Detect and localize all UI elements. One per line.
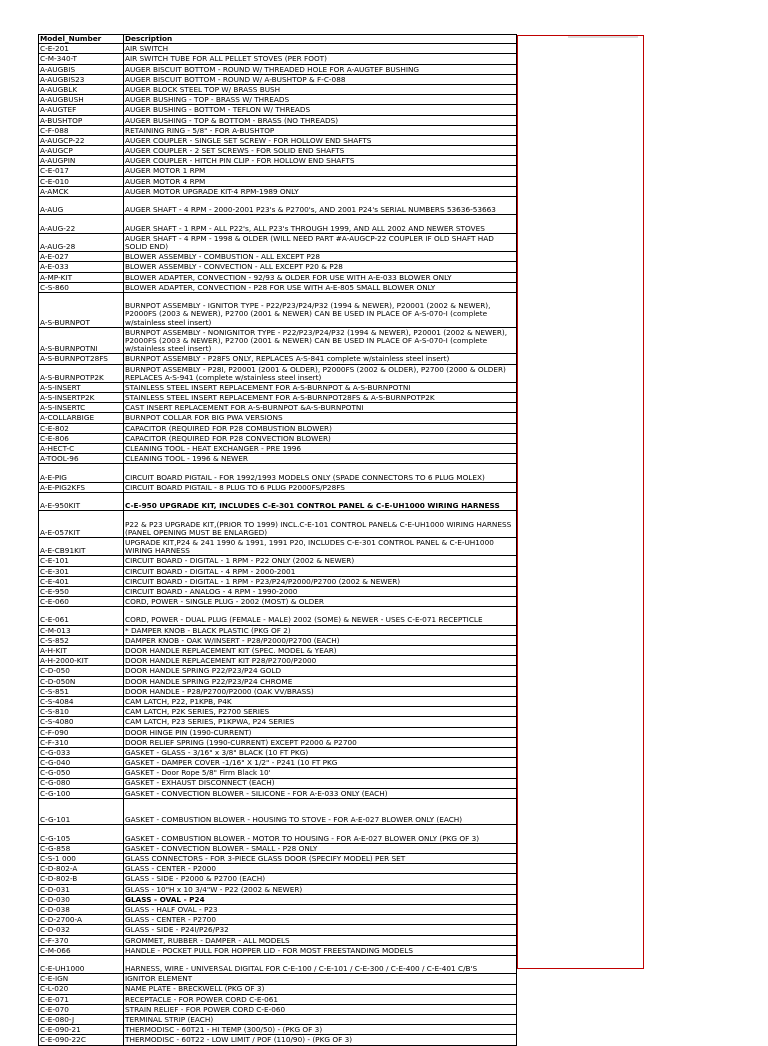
table-row (39, 656, 517, 666)
table-row (39, 135, 517, 145)
table-row (39, 1015, 517, 1025)
cell-model-number[interactable]: C-D-032 (39, 925, 124, 935)
cell-model-number[interactable]: A-S-BURNPOT28FS (39, 354, 124, 364)
cell-description[interactable]: P22 & P23 UPGRADE KIT,(PRIOR TO 1999) INCL.C-E-101 CONTROL PANEL& C-E-UH1000 WIRING HARNESS (PANEL OPENING MUST BE ENLARGED) (124, 511, 517, 538)
cell-description[interactable]: AUGER SHAFT - 4 RPM - 1998 & OLDER (WILL NEED PART #A-AUGCP-22 COUPLER IF OLD SHAFT HAD SOLID END) (124, 233, 517, 251)
header-description[interactable]: Description (124, 35, 517, 44)
table-row (39, 364, 517, 382)
cell-model-number[interactable]: C-E-070 (39, 1004, 124, 1014)
cell-description[interactable]: CAPACITOR (REQUIRED FOR P28 COMBUSTION BLOWER) (124, 423, 517, 433)
table-row (39, 413, 517, 423)
table-row (39, 676, 517, 686)
cell-description[interactable]: CORD, POWER - SINGLE PLUG - 2002 (MOST) & OLDER (124, 597, 517, 607)
cell-description[interactable]: AUGER SHAFT - 4 RPM - 2000-2001 P23's & P2700's, AND 2001 P24's SERIAL NUMBERS 53636-53663 (124, 197, 517, 215)
table-row (39, 737, 517, 747)
cell-description[interactable]: CAM LATCH, P22, P1KPB, P4K (124, 697, 517, 707)
table-row (39, 105, 517, 115)
table-row (39, 186, 517, 196)
cell-model-number[interactable]: A-E-950KIT (39, 492, 124, 510)
cell-description[interactable]: AUGER MOTOR 4 RPM (124, 176, 517, 186)
cell-description[interactable]: GASKET - COMBUSTION BLOWER - MOTOR TO HOUSING - FOR A-E-027 BLOWER ONLY (PKG OF 3) (124, 825, 517, 843)
table-row (39, 252, 517, 262)
table-row (39, 444, 517, 454)
cell-description[interactable]: STAINLESS STEEL INSERT REPLACEMENT FOR A-S-BURNPOT & A-S-BURNPOTNI (124, 382, 517, 392)
table-row (39, 666, 517, 676)
table-row (39, 54, 517, 64)
cell-description[interactable]: AUGER BUSHING - BOTTOM - TEFLON W/ THREADS (124, 105, 517, 115)
table-row (39, 482, 517, 492)
cell-model-number[interactable]: A-AUG-28 (39, 233, 124, 251)
cell-model-number[interactable]: C-M-066 (39, 945, 124, 955)
cell-description[interactable]: AUGER BLOCK STEEL TOP W/ BRASS BUSH (124, 84, 517, 94)
cell-description[interactable]: GASKET - Door Rope 5/8" Firm Black 10' (124, 768, 517, 778)
table-row (39, 843, 517, 853)
table-row (39, 566, 517, 576)
cell-model-number[interactable]: C-E-060 (39, 597, 124, 607)
table-row (39, 176, 517, 186)
table-row (39, 576, 517, 586)
cell-model-number[interactable]: A-TOOL-96 (39, 454, 124, 464)
cell-model-number[interactable]: A-AUGBLK (39, 84, 124, 94)
table-row (39, 556, 517, 566)
table-row (39, 758, 517, 768)
cell-description[interactable]: THERMODISC - 60T21 - HI TEMP (300/50) - (PKG OF 3) (124, 1025, 517, 1035)
cell-model-number[interactable]: A-S-BURNPOTP2K (39, 364, 124, 382)
cell-description[interactable]: AUGER BISCUIT BOTTOM - ROUND W/ A-BUSHTOP & F-C-088 (124, 74, 517, 84)
cell-model-number[interactable]: C-E-061 (39, 607, 124, 625)
cell-model-number[interactable]: A-HECT-C (39, 444, 124, 454)
table-row (39, 635, 517, 645)
cell-description[interactable]: GASKET - GLASS - 3/16" x 3/8" BLACK (10 FT PKG) (124, 747, 517, 757)
cell-model-number[interactable]: C-D-030 (39, 894, 124, 904)
cell-description[interactable]: RECEPTACLE - FOR POWER CORD C-E-061 (124, 994, 517, 1004)
cell-description[interactable]: STRAIN RELIEF - FOR POWER CORD C-E-060 (124, 1004, 517, 1014)
table-row (39, 197, 517, 215)
table-row (39, 768, 517, 778)
cell-model-number[interactable]: C-E-071 (39, 994, 124, 1004)
cell-model-number[interactable]: A-AUGBIS23 (39, 74, 124, 84)
cell-description[interactable]: CAM LATCH, P23 SERIES, P1KPWA, P24 SERIES (124, 717, 517, 727)
table-row (39, 84, 517, 94)
cell-description[interactable]: DOOR RELIEF SPRING (1990-CURRENT) EXCEPT P2000 & P2700 (124, 737, 517, 747)
table-row (39, 146, 517, 156)
table-row (39, 854, 517, 864)
table-row (39, 994, 517, 1004)
cell-description[interactable]: DOOR HANDLE - P28/P2700/P2000 (OAK VV/BRASS) (124, 686, 517, 696)
table-row (39, 974, 517, 984)
cell-description[interactable]: DOOR HINGE PIN (1990-CURRENT) (124, 727, 517, 737)
cell-description[interactable]: GLASS - CENTER - P2700 (124, 915, 517, 925)
cell-description[interactable]: AUGER COUPLER - SINGLE SET SCREW - FOR HOLLOW END SHAFTS (124, 135, 517, 145)
table-row (39, 354, 517, 364)
cell-description[interactable]: RETAINING RING - 5/8" - FOR A-BUSHTOP (124, 125, 517, 135)
cell-model-number[interactable]: A-AUGCP (39, 146, 124, 156)
cell-model-number[interactable]: C-S-810 (39, 707, 124, 717)
table-row (39, 95, 517, 105)
cell-model-number[interactable]: C-G-050 (39, 768, 124, 778)
cell-model-number[interactable]: C-G-858 (39, 843, 124, 853)
table-row (39, 778, 517, 788)
cell-model-number[interactable]: C-E-201 (39, 44, 124, 54)
cell-model-number[interactable]: C-D-802-B (39, 874, 124, 884)
cell-model-number[interactable]: C-E-UH1000 (39, 955, 124, 973)
side-panel-box (517, 35, 644, 969)
table-row (39, 44, 517, 54)
cell-description[interactable]: GASKET - CONVECTION BLOWER - SMALL - P28 ONLY (124, 843, 517, 853)
cell-description[interactable]: CIRCUIT BOARD PIGTAIL - FOR 1992/1993 MODELS ONLY (SPADE CONNECTORS TO 6 PLUG MOLEX) (124, 464, 517, 482)
cell-model-number[interactable]: C-F-310 (39, 737, 124, 747)
cell-description[interactable]: GLASS - SIDE - P24I/P26/P32 (124, 925, 517, 935)
cell-description[interactable]: GASKET - DAMPER COVER -1/16" X 1/2" - P241 (10 FT PKG (124, 758, 517, 768)
table-row (39, 607, 517, 625)
table-row (39, 403, 517, 413)
cell-description[interactable]: BLOWER ASSEMBLY - CONVECTION - ALL EXCEPT P20 & P28 (124, 262, 517, 272)
cell-model-number[interactable]: C-L-020 (39, 984, 124, 994)
table-row (39, 125, 517, 135)
cell-description[interactable]: AUGER COUPLER - 2 SET SCREWS - FOR SOLID END SHAFTS (124, 146, 517, 156)
table-row (39, 74, 517, 84)
cell-model-number[interactable]: C-D-802-A (39, 864, 124, 874)
cell-description[interactable]: GASKET - COMBUSTION BLOWER - HOUSING TO STOVE - FOR A-E-027 BLOWER ONLY (EACH) (124, 798, 517, 825)
cell-description[interactable]: GLASS - SIDE - P2000 & P2700 (EACH) (124, 874, 517, 884)
cell-description[interactable]: AIR SWITCH TUBE FOR ALL PELLET STOVES (PER FOOT) (124, 54, 517, 64)
cell-model-number[interactable]: A-AUGTEF (39, 105, 124, 115)
cell-model-number[interactable]: A-H-KIT (39, 646, 124, 656)
table-body (39, 44, 517, 1045)
table-row (39, 327, 517, 354)
cell-description[interactable]: IGNITOR ELEMENT (124, 974, 517, 984)
cell-model-number[interactable]: C-E-301 (39, 566, 124, 576)
table-row (39, 272, 517, 282)
cell-description[interactable]: GLASS CONNECTORS - FOR 3-PIECE GLASS DOOR (SPECIFY MODEL) PER SET (124, 854, 517, 864)
cell-description[interactable]: BLOWER ADAPTER, CONVECTION - 92/93 & OLDER FOR USE WITH A-E-033 BLOWER ONLY (124, 272, 517, 282)
table-row (39, 717, 517, 727)
cell-description[interactable]: CAST INSERT REPLACEMENT FOR A-S-BURNPOT &A-S-BURNPOTNI (124, 403, 517, 413)
cell-model-number[interactable]: A-MP-KIT (39, 272, 124, 282)
cell-description[interactable]: CLEANING TOOL - HEAT EXCHANGER - PRE 1996 (124, 444, 517, 454)
header-row (39, 35, 517, 44)
cell-model-number[interactable]: A-S-INSERTC (39, 403, 124, 413)
table-row (39, 955, 517, 973)
cell-description[interactable]: AUGER COUPLER - HITCH PIN CLIP - FOR HOLLOW END SHAFTS (124, 156, 517, 166)
cell-description[interactable]: AIR SWITCH (124, 44, 517, 54)
table-row (39, 707, 517, 717)
table-row (39, 433, 517, 443)
cell-model-number[interactable]: A-E-PIG (39, 464, 124, 482)
cell-description[interactable]: DOOR HANDLE REPLACEMENT KIT P28/P2700/P2000 (124, 656, 517, 666)
cell-model-number[interactable]: C-G-101 (39, 798, 124, 825)
cell-description[interactable]: DOOR HANDLE SPRING P22/P23/P24 GOLD (124, 666, 517, 676)
table-row (39, 393, 517, 403)
cell-description[interactable]: AUGER MOTOR UPGRADE KIT-4 RPM-1989 ONLY (124, 186, 517, 196)
cell-description[interactable]: AUGER MOTOR 1 RPM (124, 166, 517, 176)
cell-model-number[interactable]: A-S-INSERTP2K (39, 393, 124, 403)
cell-model-number[interactable]: A-AUG-22 (39, 215, 124, 233)
table-row (39, 825, 517, 843)
cell-description[interactable]: AUGER BUSHING - TOP & BOTTOM - BRASS (NO THREADS) (124, 115, 517, 125)
cell-model-number[interactable]: C-S-851 (39, 686, 124, 696)
table-row (39, 646, 517, 656)
cell-model-number[interactable]: C-G-040 (39, 758, 124, 768)
cell-description[interactable]: GLASS - OVAL - P24 (124, 894, 517, 904)
cell-model-number[interactable]: A-S-INSERT (39, 382, 124, 392)
cell-model-number[interactable]: C-F-090 (39, 727, 124, 737)
cell-description[interactable]: GLASS - HALF OVAL - P23 (124, 904, 517, 914)
table-row (39, 925, 517, 935)
cell-model-number[interactable]: A-AUGBIS (39, 64, 124, 74)
cell-model-number[interactable]: A-AUGCP-22 (39, 135, 124, 145)
cell-description[interactable]: GLASS - CENTER - P2000 (124, 864, 517, 874)
table-row (39, 874, 517, 884)
cell-model-number[interactable]: A-E-PIG2KFS (39, 482, 124, 492)
table-row (39, 904, 517, 914)
table-row (39, 686, 517, 696)
table-row (39, 454, 517, 464)
cell-model-number[interactable]: A-S-BURNPOT (39, 292, 124, 327)
cell-description[interactable]: UPGRADE KIT,P24 & 241 1990 & 1991, 1991 P20, INCLUDES C-E-301 CONTROL PANEL & C-E-UH1000 WIRING HARNESS (124, 537, 517, 555)
table-row (39, 798, 517, 825)
cell-description[interactable]: GASKET - EXHAUST DISCONNECT (EACH) (124, 778, 517, 788)
cell-model-number[interactable]: A-AUGPIN (39, 156, 124, 166)
table-row (39, 166, 517, 176)
table-row (39, 945, 517, 955)
cell-model-number[interactable]: C-G-100 (39, 788, 124, 798)
cell-description[interactable]: CLEANING TOOL - 1996 & NEWER (124, 454, 517, 464)
cell-description[interactable]: GROMMET, RUBBER - DAMPER - ALL MODELS (124, 935, 517, 945)
cell-model-number[interactable]: C-F-370 (39, 935, 124, 945)
table-row (39, 727, 517, 737)
cell-model-number[interactable]: A-COLLARBIGE (39, 413, 124, 423)
cell-description[interactable]: CIRCUIT BOARD - DIGITAL - 4 RPM - 2000-2001 (124, 566, 517, 576)
table-row (39, 215, 517, 233)
cell-model-number[interactable]: C-S-4084 (39, 697, 124, 707)
table-row (39, 864, 517, 874)
cell-model-number[interactable]: A-S-BURNPOTNI (39, 327, 124, 354)
cell-model-number[interactable]: C-G-033 (39, 747, 124, 757)
table-row (39, 464, 517, 482)
cell-description[interactable]: CIRCUIT BOARD - DIGITAL - 1 RPM - P23/P24/P2000/P2700 (2002 & NEWER) (124, 576, 517, 586)
cell-model-number[interactable]: C-M-013 (39, 625, 124, 635)
cell-description[interactable]: DOOR HANDLE SPRING P22/P23/P24 CHROME (124, 676, 517, 686)
clipped-header-text (568, 36, 638, 38)
cell-description[interactable]: BURNPOT ASSEMBLY - P28I, P20001 (2001 & OLDER), P2000FS (2002 & OLDER), P2700 (2000 & OLDER) REPLACES A-S-941 (complete w/stainless steel insert) (124, 364, 517, 382)
cell-description[interactable]: AUGER SHAFT - 1 RPM - ALL P22's, ALL P23's THROUGH 1999, AND ALL 2002 AND NEWER STOVES (124, 215, 517, 233)
cell-model-number[interactable]: C-D-2700-A (39, 915, 124, 925)
cell-description[interactable]: C-E-950 UPGRADE KIT, INCLUDES C-E-301 CONTROL PANEL & C-E-UH1000 WIRING HARNESS (124, 492, 517, 510)
cell-model-number[interactable]: C-E-950 (39, 586, 124, 596)
table-row (39, 233, 517, 251)
cell-model-number[interactable]: C-S-1 000 (39, 854, 124, 864)
cell-model-number[interactable]: A-E-CB91KIT (39, 537, 124, 555)
table-row (39, 586, 517, 596)
cell-description[interactable]: HARNESS, WIRE - UNIVERSAL DIGITAL FOR C-E-100 / C-E-101 / C-E-300 / C-E-400 / C-E-401 C/B'S (124, 955, 517, 973)
cell-description[interactable]: TERMINAL STRIP (EACH) (124, 1015, 517, 1025)
cell-description[interactable]: AUGER BUSHING - TOP - BRASS W/ THREADS (124, 95, 517, 105)
cell-description[interactable]: DAMPER KNOB - OAK W/INSERT - P28/P2000/P2700 (EACH) (124, 635, 517, 645)
cell-model-number[interactable]: C-E-401 (39, 576, 124, 586)
table-row (39, 935, 517, 945)
cell-description[interactable]: BLOWER ADAPTER, CONVECTION - P28 FOR USE WITH A-E-805 SMALL BLOWER ONLY (124, 282, 517, 292)
cell-model-number[interactable]: C-D-031 (39, 884, 124, 894)
cell-model-number[interactable]: A-AMCK (39, 186, 124, 196)
cell-description[interactable]: HANDLE - POCKET PULL FOR HOPPER LID - FOR MOST FREESTANDING MODELS (124, 945, 517, 955)
cell-description[interactable]: STAINLESS STEEL INSERT REPLACEMENT FOR A-S-BURNPOT28FS & A-S-BURNPOTP2K (124, 393, 517, 403)
cell-description[interactable]: GASKET - CONVECTION BLOWER - SILICONE - FOR A-E-033 ONLY (EACH) (124, 788, 517, 798)
cell-description[interactable]: CAPACITOR (REQUIRED FOR P28 CONVECTION BLOWER) (124, 433, 517, 443)
cell-model-number[interactable]: C-D-050 (39, 666, 124, 676)
cell-model-number[interactable]: A-AUG (39, 197, 124, 215)
header-model-number[interactable]: Model_Number (39, 35, 124, 44)
cell-model-number[interactable]: C-M-340-T (39, 54, 124, 64)
table-row (39, 382, 517, 392)
cell-model-number[interactable]: C-E-080-J (39, 1015, 124, 1025)
cell-description[interactable]: THERMODISC - 60T22 - LOW LIMIT / POF (110/90) - (PKG OF 3) (124, 1035, 517, 1045)
cell-model-number[interactable]: A-E-057KIT (39, 511, 124, 538)
table-row (39, 156, 517, 166)
cell-description[interactable]: BURNPOT ASSEMBLY - NONIGNITOR TYPE - P22/P23/P24/P32 (1994 & NEWER), P20001 (2002 & NEWER), P2000FS (2003 & NEWER), P2700 (2001 & NEWER) CAN BE USED IN PLACE OF A-S-070-I (complete w/stainless steel insert) (124, 327, 517, 354)
cell-description[interactable]: BURNPOT ASSEMBLY - IGNITOR TYPE - P22/P23/P24/P32 (1994 & NEWER), P20001 (2002 & NEWER), P2000FS (2003 & NEWER), P2700 (2001 & NEWER) CAN BE USED IN PLACE OF A-S-070-I (complete w/stainless steel insert) (124, 292, 517, 327)
table-row (39, 625, 517, 635)
cell-model-number[interactable]: C-E-IGN (39, 974, 124, 984)
cell-model-number[interactable]: C-E-806 (39, 433, 124, 443)
cell-model-number[interactable]: A-E-027 (39, 252, 124, 262)
cell-description[interactable]: CIRCUIT BOARD PIGTAIL - 8 PLUG TO 6 PLUG P2000FS/P28FS (124, 482, 517, 492)
cell-model-number[interactable]: C-E-090-21 (39, 1025, 124, 1035)
cell-description[interactable]: GLASS - 10"H x 10 3/4"W - P22 (2002 & NEWER) (124, 884, 517, 894)
cell-model-number[interactable]: C-D-038 (39, 904, 124, 914)
cell-description[interactable]: BURNPOT COLLAR FOR BIG PWA VERSIONS (124, 413, 517, 423)
cell-description[interactable]: CORD, POWER - DUAL PLUG (FEMALE - MALE) 2002 (SOME) & NEWER - USES C-E-071 RECEPTICLE (124, 607, 517, 625)
table-row (39, 292, 517, 327)
cell-model-number[interactable]: A-H-2000-KIT (39, 656, 124, 666)
table-row (39, 282, 517, 292)
table-row (39, 1025, 517, 1035)
table-row (39, 1035, 517, 1045)
table-row (39, 788, 517, 798)
cell-model-number[interactable]: C-S-860 (39, 282, 124, 292)
table-row (39, 492, 517, 510)
cell-model-number[interactable]: C-S-852 (39, 635, 124, 645)
table-row (39, 894, 517, 904)
cell-model-number[interactable]: A-E-033 (39, 262, 124, 272)
table-row (39, 1004, 517, 1014)
parts-table (38, 34, 517, 1046)
cell-model-number[interactable]: C-F-088 (39, 125, 124, 135)
table-row (39, 747, 517, 757)
cell-model-number[interactable]: C-E-017 (39, 166, 124, 176)
cell-model-number[interactable]: C-E-090-22C (39, 1035, 124, 1045)
table-row (39, 537, 517, 555)
table-row (39, 262, 517, 272)
cell-description[interactable]: BLOWER ASSEMBLY - COMBUSTION - ALL EXCEPT P28 (124, 252, 517, 262)
cell-model-number[interactable]: C-D-050N (39, 676, 124, 686)
table-row (39, 884, 517, 894)
table-row (39, 511, 517, 538)
cell-model-number[interactable]: C-E-010 (39, 176, 124, 186)
cell-description[interactable]: DOOR HANDLE REPLACEMENT KIT (SPEC. MODEL & YEAR) (124, 646, 517, 656)
cell-description[interactable]: * DAMPER KNOB - BLACK PLASTIC (PKG OF 2) (124, 625, 517, 635)
cell-model-number[interactable]: A-BUSHTOP (39, 115, 124, 125)
cell-model-number[interactable]: A-AUGBUSH (39, 95, 124, 105)
table-row (39, 423, 517, 433)
cell-model-number[interactable]: C-E-802 (39, 423, 124, 433)
cell-description[interactable]: NAME PLATE - BRECKWELL (PKG OF 3) (124, 984, 517, 994)
cell-description[interactable]: CAM LATCH, P2K SERIES, P2700 SERIES (124, 707, 517, 717)
table-row (39, 984, 517, 994)
cell-description[interactable]: CIRCUIT BOARD - ANALOG - 4 RPM - 1990-2000 (124, 586, 517, 596)
cell-model-number[interactable]: C-G-080 (39, 778, 124, 788)
table-row (39, 597, 517, 607)
table-row (39, 115, 517, 125)
cell-description[interactable]: AUGER BISCUIT BOTTOM - ROUND W/ THREADED HOLE FOR A-AUGTEF BUSHING (124, 64, 517, 74)
cell-model-number[interactable]: C-G-105 (39, 825, 124, 843)
table-row (39, 697, 517, 707)
cell-description[interactable]: CIRCUIT BOARD - DIGITAL - 1 RPM - P22 ONLY (2002 & NEWER) (124, 556, 517, 566)
table-row (39, 915, 517, 925)
cell-model-number[interactable]: C-S-4080 (39, 717, 124, 727)
cell-description[interactable]: BURNPOT ASSEMBLY - P28FS ONLY, REPLACES A-S-841 complete w/stainless steel insert) (124, 354, 517, 364)
cell-model-number[interactable]: C-E-101 (39, 556, 124, 566)
table-row (39, 64, 517, 74)
